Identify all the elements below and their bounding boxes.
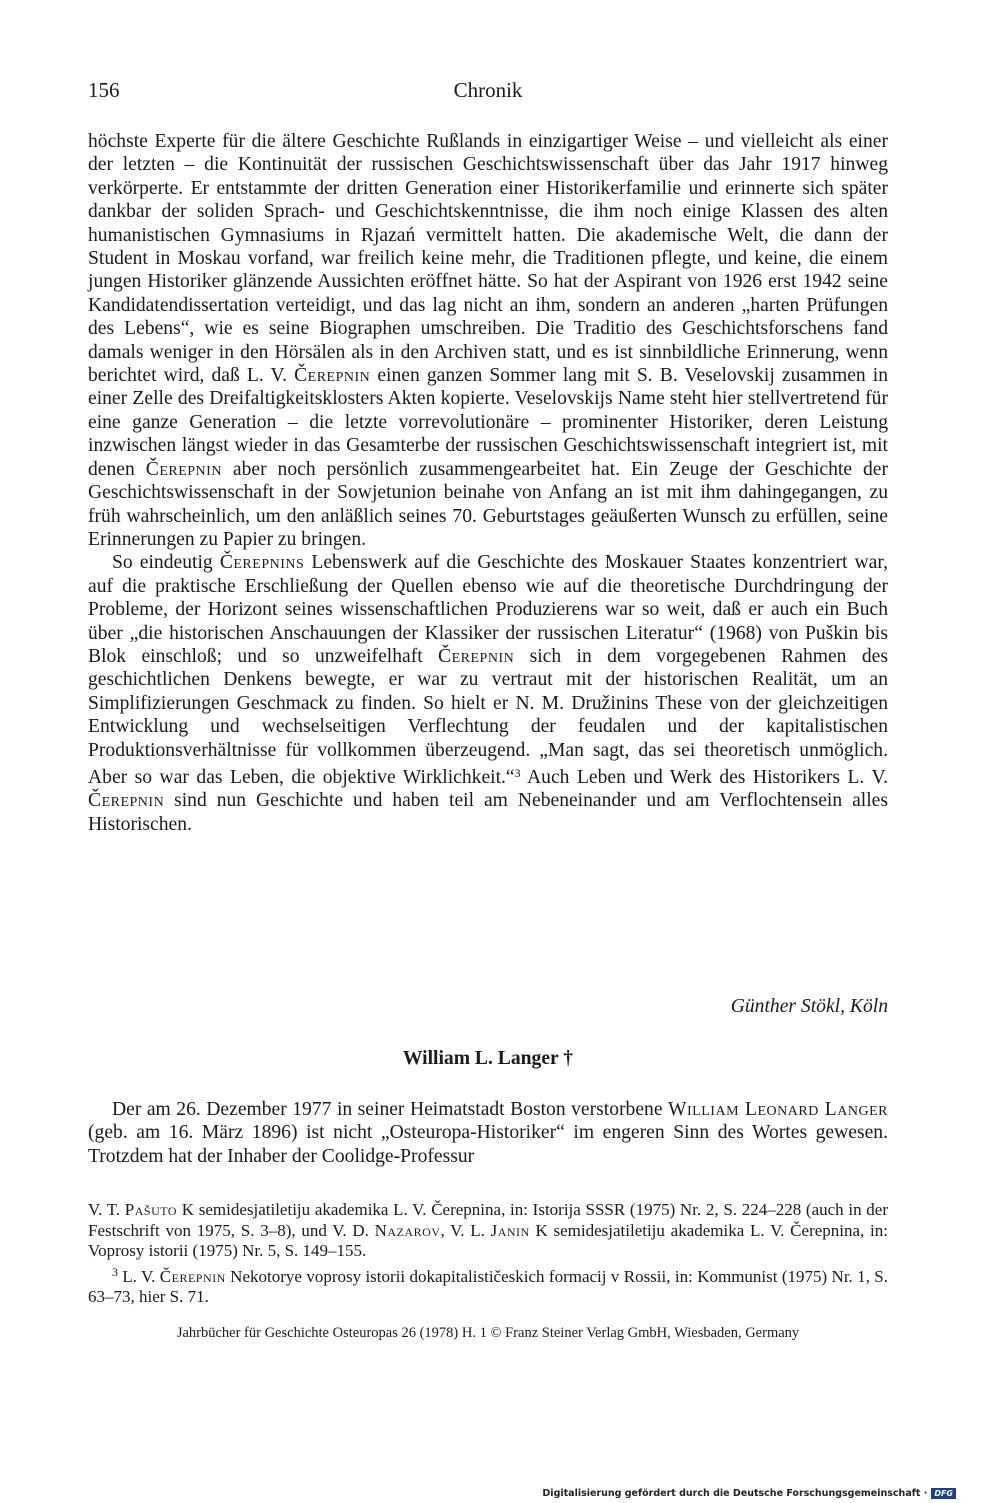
- footnote-continuation: [88, 1200, 888, 1262]
- text-run: So eindeutig: [112, 552, 220, 574]
- text-run: L. V.: [118, 1266, 160, 1286]
- text-run: aber noch persönlich zusammengearbeitet hat. Ein Zeuge der Geschichte der Geschichtswissenschaft in der Sowjetunion beinahe von Anfang an ist mit ihm dahingegangen, zu früh wahrscheinlich, um den anläßlich seines 70. Geburtstages geäußerten Wunsch zu erfüllen, seine Erinnerungen zu Papier zu bringen.: [88, 458, 889, 550]
- text-run: K semidesjatiletiju akademika L. V. Čerepnina, in: Istorija SSSR (1975) Nr. 2, S. 224–228 (auch in der Festschrift von 1975, S. 3–8), und V. D.: [88, 1200, 888, 1240]
- obituary-title: William L. Langer †: [402, 1048, 574, 1069]
- obituary-text: [88, 1098, 888, 1168]
- name-small-caps: Janin: [490, 1220, 530, 1240]
- name-small-caps: Čerepnin: [88, 790, 165, 812]
- footnote-ref: 3: [112, 1264, 118, 1279]
- paragraph-2: [88, 551, 888, 836]
- footnote-3: [88, 1262, 888, 1308]
- page-header: [88, 78, 888, 110]
- footnotes: [88, 1200, 888, 1308]
- text-run: , V. L.: [440, 1220, 491, 1240]
- author-signature: Günther Stökl, Köln: [730, 996, 888, 1017]
- text-run: Lebenswerk auf die Geschichte des Moskauer Staates konzentriert war, auf die praktische Erschließung der Quellen ebenso wie auf die theoretische Durchdringung der Probleme, der Horizont seines wissenschaftlichen Produzierens war so weit, daß er auch ein Buch über „die historischen Anschauungen der Klassiker der russischen Literatur“ (1968) von Puškin bis Blok einschloß; und so unzweifelhaft: [88, 552, 889, 667]
- text-run: Nekotorye voprosy istorii dokapitalističeskich formacij v Rossii, in: Kommunist (1975) Nr. 1, S. 63–73, hier S. 71.: [88, 1266, 889, 1306]
- name-small-caps: Čerepnin: [294, 365, 371, 387]
- obituary-paragraph-1: [88, 1098, 888, 1168]
- digitization-text: Digitalisierung gefördert durch die Deutsche Forschungsgemeinschaft ·: [542, 1488, 928, 1499]
- name-small-caps: Čerepnin: [438, 645, 515, 667]
- dfg-logo: DFG: [931, 1488, 956, 1499]
- name-small-caps: William Leonard Langer: [668, 1099, 888, 1120]
- text-run: Auch Leben und Werk des Historikers L. V.: [520, 766, 888, 788]
- text-run: (geb. am 16. März 1896) ist nicht „Osteuropa-Historiker“ im engeren Sinn des Wortes gewesen. Trotzdem hat der Inhaber der Coolidge-Professur: [88, 1122, 888, 1167]
- digitization-note: [542, 1488, 956, 1499]
- text-run: einen ganzen Sommer lang mit S. B. Veselovskij zusammen in einer Zelle des Dreifaltigkeitsklosters Akten kopierte. Veselovskijs Name steht hier stellvertretend für eine ganze Generation – die letzte vorrevolutionäre – prominenter Historiker, deren Leistung inzwischen längst wieder in das Gesamterbe der russischen Geschichtswissenschaft integriert ist, mit denen: [88, 365, 889, 480]
- name-small-caps: Čerepnin: [145, 458, 222, 480]
- text-run: K semidesjatiletiju akademika L. V. Čerepnina, in: Voprosy istorii (1975) Nr. 5, S. 149–155.: [88, 1220, 888, 1260]
- running-title: Chronik: [453, 78, 523, 102]
- name-small-caps: Čerepnin: [159, 1266, 226, 1286]
- name-small-caps: Nazarov: [374, 1220, 441, 1240]
- journal-citation: Jahrbücher für Geschichte Osteuropas 26 (1978) H. 1 © Franz Steiner Verlag GmbH, Wiesbaden, Germany: [176, 1325, 800, 1341]
- name-small-caps: Pašuto: [124, 1200, 178, 1219]
- text-run: sich in dem vorgegebenen Rahmen des geschichtlichen Denkens bewegte, er war zu vertraut mit der historischen Realität, um an Simplifizierungen Geschmack zu finden. So hielt er N. M. Družinins These von der gleichzeitigen Entwicklung und wechselseitigen Verflechtung der feudalen und der kapitalistischen Produktionsverhältnisse für vollkommen überzeugend. „Man sagt, das sei theoretisch unmöglich. Aber so war das Leben, die objektive Wirklichkeit.“: [88, 645, 888, 788]
- page-number: 156: [88, 78, 120, 102]
- text-run: V. T.: [88, 1200, 125, 1219]
- paragraph-1: [88, 130, 888, 551]
- text-run: sind nun Geschichte und haben teil am Nebeneinander und am Verflochtensein alles Historischen.: [88, 790, 888, 835]
- name-small-caps: Čerepnins: [219, 552, 305, 574]
- main-text: [88, 130, 888, 836]
- text-run: Der am 26. Dezember 1977 in seiner Heimatstadt Boston verstorbene: [112, 1099, 669, 1120]
- text-run: höchste Experte für die ältere Geschichte Rußlands in einzigartiger Weise – und vielleicht als einer der letzten – die Kontinuität der russischen Geschichtswissenschaft über das Jahr 1917 hinweg verkörperte. Er entstammte der dritten Generation einer Historikerfamilie und erinnerte sich später dankbar der soliden Sprach- und Geschichtskenntnisse, die ihm noch einige Klassen des alten humanistischen Gymnasiums in Rjazań vermittelt hatten. Die akademische Welt, die dann der Student in Moskau vorfand, war freilich keine mehr, die Traditionen pflegte, und keine, die einem jungen Historiker glänzende Aussichten eröffnet hätte. So hat der Aspirant von 1926 erst 1942 seine Kandidatendissertation verteidigt, und das lag nicht an ihm, sondern an anderen „harten Prüfungen des Lebens“, wie es seine Biographen umschreiben. Die Traditio des Geschichtsforschens fand damals weniger in den Hörsälen als in den Archiven statt, und es ist sinnbildliche Erinnerung, wenn berichtet wird, daß L. V.: [88, 131, 888, 387]
- footnote-ref: 3: [514, 765, 521, 780]
